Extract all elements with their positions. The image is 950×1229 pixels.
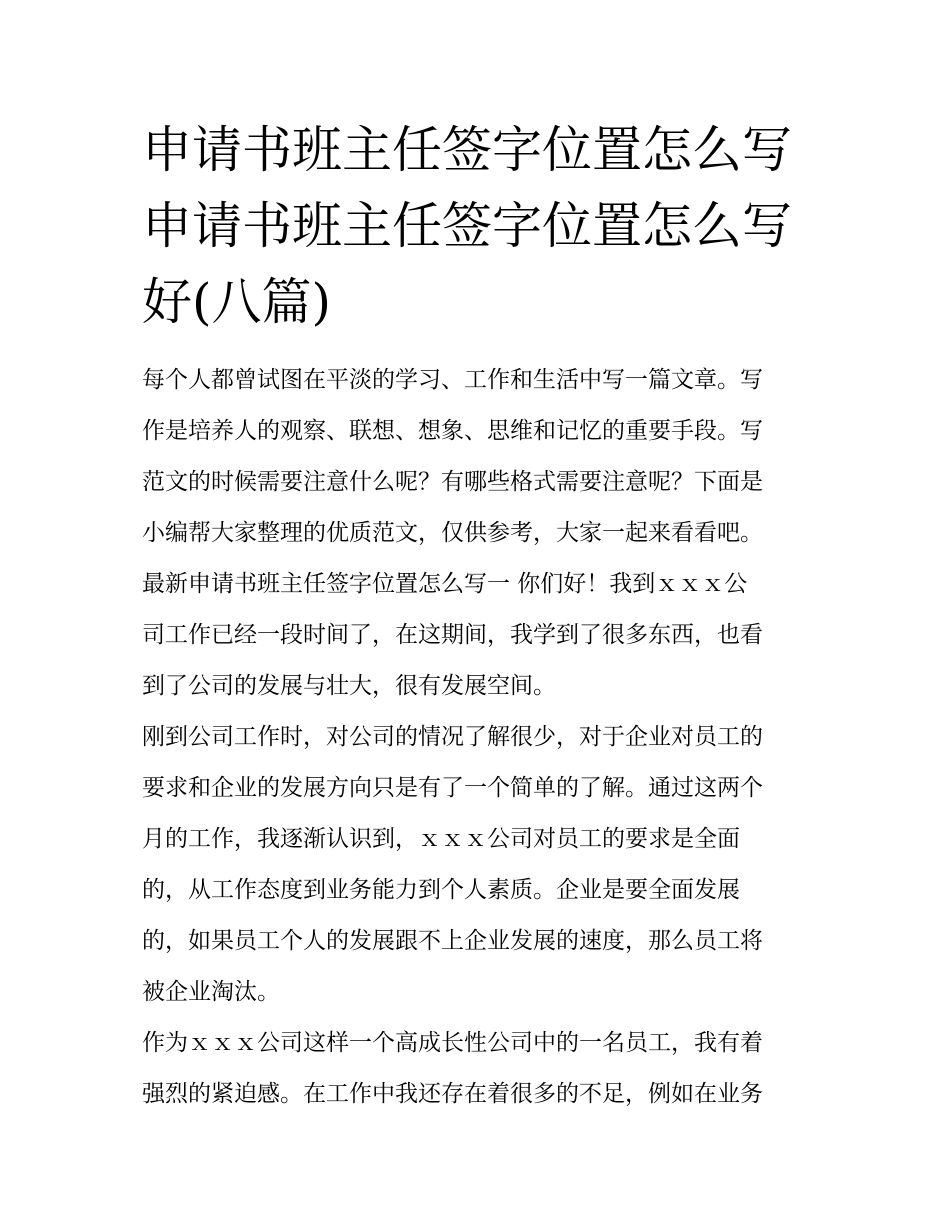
body-line: 最新申请书班主任签字位置怎么写一 你们好！我到ｘｘｘ公 [142, 571, 748, 597]
body-line: 要求和企业的发展方向只是有了一个简单的了解。通过这两个 [142, 775, 763, 801]
body-line: 作为ｘｘｘ公司这样一个高成长性公司中的一名员工，我有着 [142, 1030, 763, 1056]
body-line: 的，如果员工个人的发展跟不上企业发展的速度，那么员工将 [142, 928, 763, 954]
document-title [142, 112, 822, 340]
body-line: 到了公司的发展与壮大，很有发展空间。 [142, 673, 556, 699]
body-line: 被企业淘汰。 [142, 979, 280, 1005]
body-line: 范文的时候需要注意什么呢？有哪些格式需要注意呢？下面是 [142, 469, 763, 495]
body-line: 强烈的紧迫感。在工作中我还存在着很多的不足，例如在业务 [142, 1081, 763, 1107]
title-line: 好(八篇) [142, 273, 332, 331]
title-line: 申请书班主任签字位置怎么写 [142, 197, 792, 255]
body-line: 作是培养人的观察、联想、想象、思维和记忆的重要手段。写 [142, 418, 763, 444]
body-line: 司工作已经一段时间了，在这期间，我学到了很多东西，也看 [142, 622, 763, 648]
title-line: 申请书班主任签字位置怎么写 [142, 121, 792, 179]
body-line: 月的工作，我逐渐认识到，ｘｘｘ公司对员工的要求是全面 [142, 826, 740, 852]
body-line: 的，从工作态度到业务能力到个人素质。企业是要全面发展 [142, 877, 740, 903]
body-line: 小编帮大家整理的优质范文，仅供参考，大家一起来看看吧。 [142, 520, 763, 546]
body-line: 刚到公司工作时，对公司的情况了解很少，对于企业对员工的 [142, 724, 763, 750]
body-line: 每个人都曾试图在平淡的学习、工作和生活中写一篇文章。写 [142, 367, 763, 393]
document-body [142, 355, 822, 1120]
